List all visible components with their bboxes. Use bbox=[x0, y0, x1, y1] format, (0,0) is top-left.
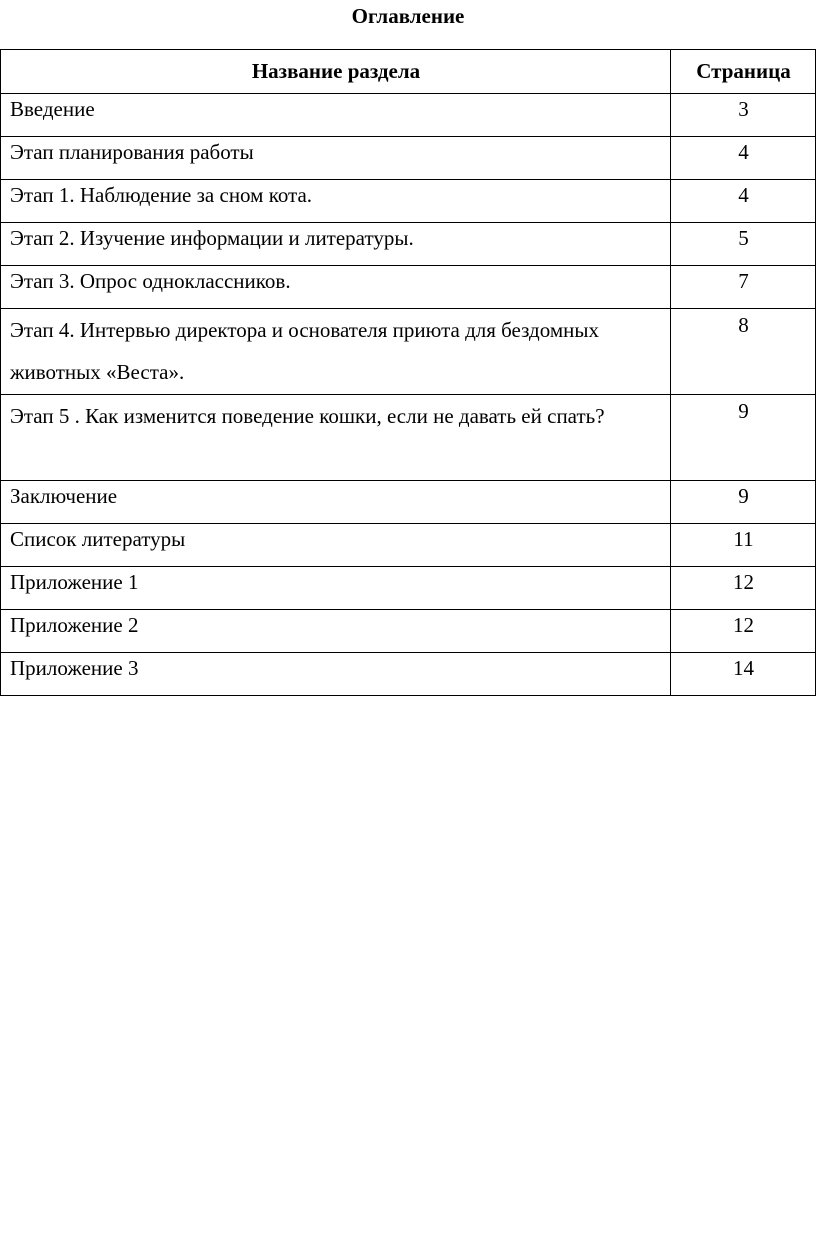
section-title: Приложение 2 bbox=[1, 610, 671, 653]
section-title: Введение bbox=[1, 94, 671, 137]
section-page-number: 4 bbox=[671, 180, 816, 223]
section-title: Этап 4. Интервью директора и основателя приюта для бездомных животных «Веста». bbox=[1, 309, 671, 395]
section-page-number: 9 bbox=[671, 481, 816, 524]
section-page-number: 9 bbox=[671, 395, 816, 481]
table-row bbox=[1, 266, 816, 309]
table-row bbox=[1, 223, 816, 266]
column-header-page: Страница bbox=[671, 50, 816, 94]
section-page-number: 14 bbox=[671, 653, 816, 696]
table-row bbox=[1, 610, 816, 653]
section-title: Заключение bbox=[1, 481, 671, 524]
page-title: Оглавление bbox=[351, 4, 465, 28]
section-page-number: 5 bbox=[671, 223, 816, 266]
table-row bbox=[1, 481, 816, 524]
section-title: Список литературы bbox=[1, 524, 671, 567]
section-page-number: 8 bbox=[671, 309, 816, 395]
table-row bbox=[1, 653, 816, 696]
table-row bbox=[1, 180, 816, 223]
table-row bbox=[1, 309, 816, 395]
table-header-row bbox=[1, 50, 816, 94]
section-title: Этап 1. Наблюдение за сном кота. bbox=[1, 180, 671, 223]
section-title: Этап 5 . Как изменится поведение кошки, если не давать ей спать? bbox=[1, 395, 671, 481]
section-page-number: 7 bbox=[671, 266, 816, 309]
section-title: Приложение 1 bbox=[1, 567, 671, 610]
section-page-number: 4 bbox=[671, 137, 816, 180]
section-title: Этап планирования работы bbox=[1, 137, 671, 180]
column-header-section: Название раздела bbox=[1, 50, 671, 94]
section-title: Этап 2. Изучение информации и литературы. bbox=[1, 223, 671, 266]
table-of-contents bbox=[0, 49, 816, 696]
table-row bbox=[1, 395, 816, 481]
section-title: Приложение 3 bbox=[1, 653, 671, 696]
section-title: Этап 3. Опрос одноклассников. bbox=[1, 266, 671, 309]
table-row bbox=[1, 524, 816, 567]
section-page-number: 11 bbox=[671, 524, 816, 567]
table-row bbox=[1, 567, 816, 610]
section-page-number: 12 bbox=[671, 610, 816, 653]
table-row bbox=[1, 94, 816, 137]
section-page-number: 12 bbox=[671, 567, 816, 610]
table-row bbox=[1, 137, 816, 180]
section-page-number: 3 bbox=[671, 94, 816, 137]
